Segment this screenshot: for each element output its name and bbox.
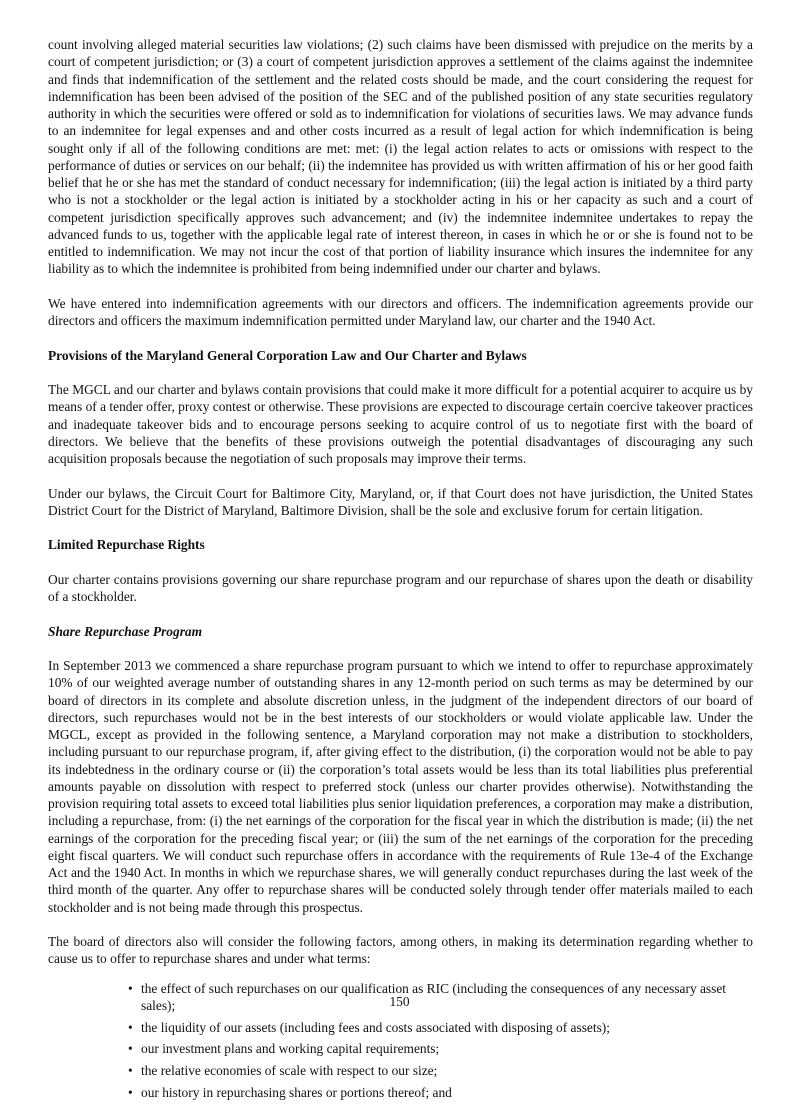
bullet-text: our investment plans and working capital requirements;: [141, 1041, 440, 1057]
paragraph-repurchase-rights: Our charter contains provisions governing our share repurchase program and our repurchase of shares upon the death or disability of a stockholder.: [48, 571, 753, 604]
paragraph-board-factors: The board of directors also will consider the following factors, among others, in making its determination regarding whether to cause us to offer to repurchase shares and under what terms:: [48, 934, 753, 967]
paragraph-exclusive-forum: Under our bylaws, the Circuit Court for Baltimore City, Maryland, or, if that Court does not have jurisdiction, the United States District Court for the District of Maryland, Baltimore Division, shall be the sole and exclusive forum for certain litigation.: [48, 485, 753, 518]
bullet-icon: •: [128, 980, 133, 996]
paragraph-mgcl-provisions: The MGCL and our charter and bylaws contain provisions that could make it more difficult for a potential acquirer to acquire us by means of a tender offer, proxy contest or otherwise. These provisions are expected to discourage certain coercive takeover practices and inadequate takeover bids and to encourage persons seeking to acquire control of us to negotiate first with the board of directors. We believe that the benefits of these provisions outweigh the potential disadvantages of discouraging any such acquisition proposals because the negotiation of such proposals may improve their terms.: [48, 382, 753, 466]
bullet-icon: •: [128, 1019, 133, 1035]
heading-share-repurchase-program: Share Repurchase Program: [48, 623, 203, 639]
heading-mgcl-provisions: Provisions of the Maryland General Corporation Law and Our Charter and Bylaws: [48, 347, 527, 363]
page-number: 150: [389, 994, 410, 1009]
bullet-item: [128, 1019, 753, 1036]
bullet-icon: •: [128, 1063, 133, 1079]
paragraph-indemnification-agreements: We have entered into indemnification agreements with our directors and officers. The indemnification agreements provide our directors and officers the maximum indemnification permitted under Maryland law, our charter and the 1940 Act.: [48, 295, 753, 328]
bullet-icon: •: [128, 1041, 133, 1057]
paragraph-share-repurchase-program: In September 2013 we commenced a share repurchase program pursuant to which we intend to offer to repurchase approximately 10% of our weighted average number of outstanding shares in any 12-month period on such terms as may be determined by our board of directors in its complete and absolute discretion unless, in the judgment of the independent directors of our board of directors, such repurchases would not be in the best interests of our stockholders or would violate applicable law. Under the MGCL, except as provided in the following sentence, a Maryland corporation may not make a distribution to stockholders, including pursuant to our repurchase program, if, after giving effect to the distribution, (i) the corporation would not be able to pay its indebtedness in the ordinary course or (ii) the corporation’s total assets would be less than its total liabilities plus preferential amounts payable on dissolution with respect to preferred stock (unless our charter provides otherwise). Notwithstanding the provision requiring total assets to exceed total liabilities plus senior liquidation preferences, a corporation may make a distribution, including a repurchase, from: (i) the net earnings of the corporation for the fiscal year in which the distribution is made; (ii) the net earnings of the corporation for the preceding fiscal year; or (iii) the sum of the net earnings of the corporation for the preceding eight fiscal quarters. We will conduct such repurchase offers in accordance with the requirements of Rule 13e-4 of the Exchange Act and the 1940 Act. In months in which we repurchase shares, we will generally conduct repurchases during the last week of the third month of the quarter. Any offer to repurchase shares will be conducted solely through tender offer materials mailed to each stockholder and is not being made through this prospectus.: [48, 658, 753, 915]
bullet-icon: •: [128, 1085, 133, 1101]
bullet-text: the relative economies of scale with respect to our size;: [141, 1063, 438, 1079]
paragraph-indemnification-conditions: count involving alleged material securities law violations; (2) such claims have been dismissed with prejudice on the merits by a court of competent jurisdiction; or (3) a court of competent jurisdiction approves a settlement of the claims against the indemnitee and finds that indemnification of the settlement and the related costs should be made, and the court considering the request for indemnification has been been advised of the position of the SEC and of the published position of any state securities regulatory authority in which the securities were offered or sold as to indemnification for violations of securities laws. We may advance funds to an indemnitee for legal expenses and and other costs incurred as a result of legal action for which indemnification is being sought only if all of the following conditions are met: met: (i) the legal action relates to acts or omissions with respect to the performance of duties or services on our behalf; (ii) the indemnitee has provided us with written affirmation of his or her good faith belief that he or she has met the standard of conduct necessary for indemnification; (iii) the legal action is initiated by a third party who is not a stockholder or the legal action is initiated by a stockholder acting in his or her capacity as such and a court of competent jurisdiction specifically approves such advancement; and (iv) the indemnitee indemnitee undertakes to repay the advanced funds to us, together with the applicable legal rate of interest thereon, in cases in which he or or she is found not to be entitled to indemnification. We may not incur the cost of that portion of liability insurance which insures the indemnitee for any liability as to which the indemnitee is prohibited from being indemnified under our charter and bylaws.: [48, 37, 753, 277]
bullet-text: the liquidity of our assets (including fees and costs associated with disposing of assets);: [141, 1019, 610, 1035]
document-page: [48, 36, 753, 1106]
bullet-text: the effect of such repurchases on our qualification as RIC (including the consequences of any necessary asset sales);: [141, 980, 727, 1013]
bullet-item: [128, 1084, 753, 1101]
bullet-item: [128, 1062, 753, 1079]
heading-limited-repurchase-rights: Limited Repurchase Rights: [48, 537, 205, 553]
bullet-text: our history in repurchasing shares or portions thereof; and: [141, 1085, 452, 1101]
bullet-item: [128, 1040, 753, 1057]
